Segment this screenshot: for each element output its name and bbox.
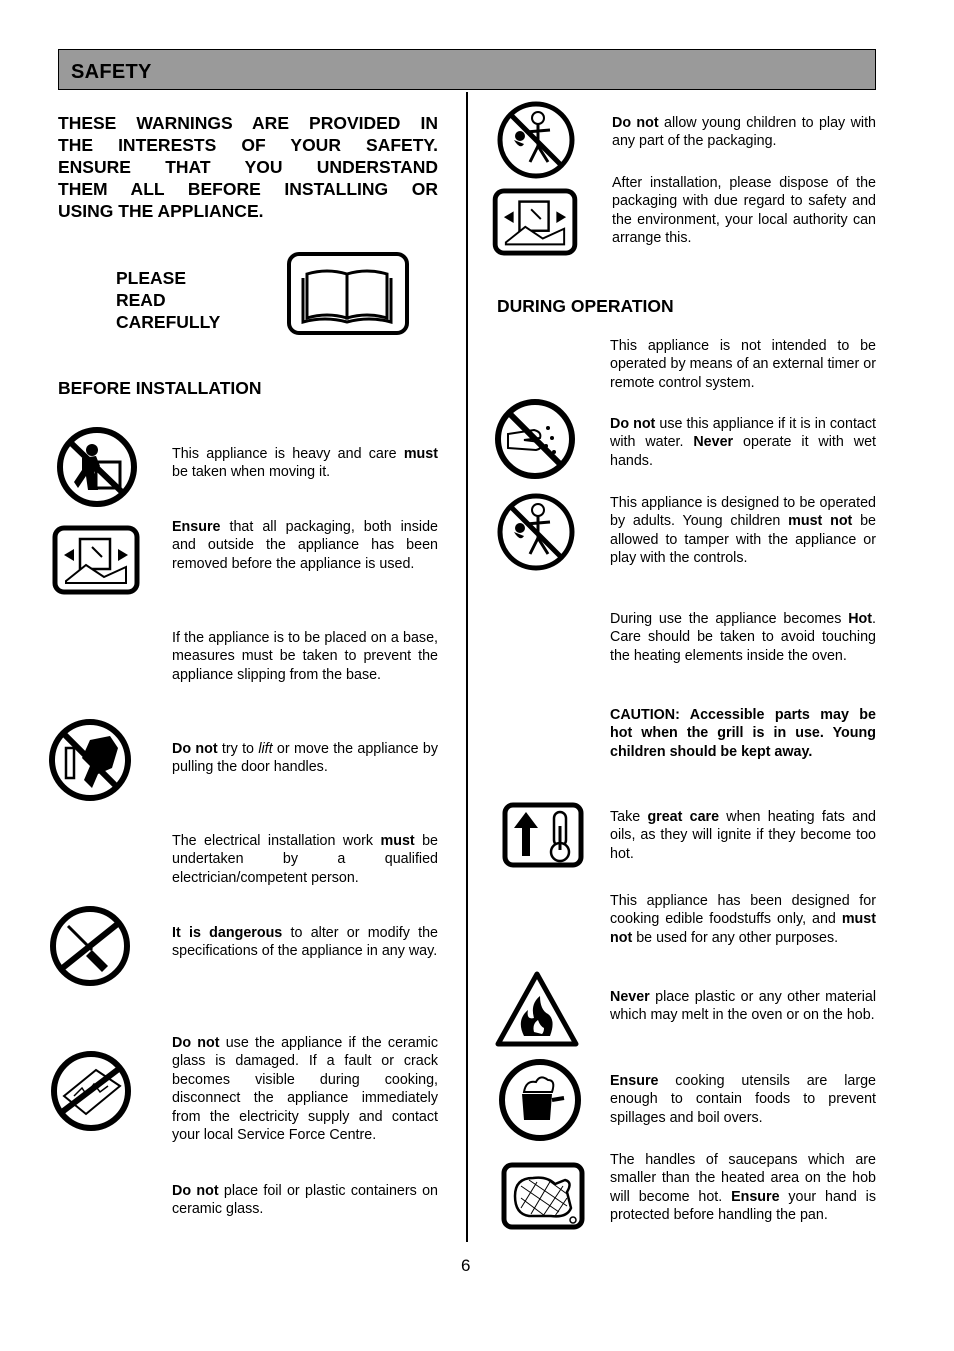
please-line: READ: [116, 290, 166, 310]
foodstuffs-only-note: This appliance has been designed for cooking edible foodstuffs only, and must not be used for any other purposes.: [610, 893, 876, 946]
caution-grill-warning: CAUTION: Accessible parts may be hot when the grill is in use. Young children should be kept away.: [610, 707, 876, 760]
column-divider: [466, 92, 468, 1242]
water-warning: Do not use this appliance if it is in contact with water. Never operate it with wet hands.: [610, 416, 876, 469]
no-modify-screwdriver-icon: [48, 904, 132, 988]
section-header: [58, 49, 876, 90]
please-read-label: [116, 267, 276, 333]
no-pulling-door-icon: [48, 718, 132, 802]
dispose-packaging-note: After installation, please dispose of the packaging with due regard to safety and the environment, your local authority can arrange this.: [612, 175, 876, 247]
boil-over-icon: [498, 1058, 582, 1142]
intro-line: USING THE APPLIANCE.: [58, 201, 264, 221]
ceramic-glass-warning: Do not use the appliance if the ceramic glass is damaged. If a fault or crack becomes visible during cooking, disconnect the appliance immediately from the electricity supply and contact your local Service Force Centre.: [172, 1035, 438, 1144]
intro-warning: [58, 112, 438, 222]
no-lifting-icon: [56, 426, 138, 508]
heavy-warning: This appliance is heavy and care must be taken when moving it.: [172, 446, 438, 481]
packaging-icon: [52, 525, 140, 595]
adults-only-warning: This appliance is designed to be operated by adults. Young children must not be allowed to tamper with the appliance or play with the controls.: [610, 495, 877, 567]
thermometer-icon: [502, 802, 584, 868]
modify-warning: It is dangerous to alter or modify the specifications of the appliance in any way.: [172, 925, 438, 960]
no-children-icon: [496, 100, 576, 180]
packaging-removed-warning: Ensure that all packaging, both inside and outside the appliance has been removed before the appliance is used.: [172, 519, 438, 572]
no-wet-hands-icon: [494, 398, 576, 480]
please-line: PLEASE: [116, 268, 187, 288]
before-installation-heading: BEFORE INSTALLATION: [58, 378, 262, 398]
external-timer-note: This appliance is not intended to be operated by means of an external timer or remote control system.: [610, 338, 876, 391]
cracked-glass-icon: [50, 1050, 132, 1132]
book-icon: [287, 252, 409, 335]
saucepan-handles-warning: The handles of saucepans which are smaller than the heated area on the hob will become hot. Ensure your hand is protected before handling the pan.: [610, 1152, 876, 1224]
hot-warning: During use the appliance becomes Hot. Care should be taken to avoid touching the heating elements inside the oven.: [610, 611, 876, 664]
no-children-icon: [496, 492, 576, 572]
intro-line: THE INTERESTS OF YOUR SAFETY.: [58, 135, 438, 155]
electrical-warning: The electrical installation work must be undertaken by a qualified electrician/competent person.: [172, 833, 438, 886]
intro-line: THESE WARNINGS ARE PROVIDED IN: [58, 113, 438, 133]
oven-glove-icon: [501, 1162, 585, 1230]
please-line: CAREFULLY: [116, 312, 221, 332]
section-title: SAFETY: [71, 61, 152, 83]
base-warning: If the appliance is to be placed on a base, measures must be taken to prevent the appliance slipping from the base.: [172, 630, 438, 683]
foil-warning: Do not place foil or plastic containers on ceramic glass.: [172, 1183, 438, 1218]
packaging-icon: [492, 188, 578, 256]
intro-line: ENSURE THAT YOU UNDERSTAND: [58, 157, 438, 177]
plastic-warning: Never place plastic or any other material which may melt in the oven or on the hob.: [610, 989, 876, 1024]
during-operation-heading: DURING OPERATION: [497, 296, 674, 316]
children-packaging-warning: Do not allow young children to play with any part of the packaging.: [612, 115, 876, 150]
intro-line: THEM ALL BEFORE INSTALLING OR: [58, 179, 438, 199]
fire-hazard-icon: [494, 970, 580, 1048]
door-handle-warning: Do not try to lift or move the appliance by pulling the door handles.: [172, 741, 438, 776]
page-number: 6: [461, 1256, 471, 1275]
utensils-warning: Ensure cooking utensils are large enough to contain foods to prevent spillages and boil overs.: [610, 1073, 876, 1126]
fats-oils-warning: Take great care when heating fats and oils, as they will ignite if they become too hot.: [610, 809, 876, 862]
